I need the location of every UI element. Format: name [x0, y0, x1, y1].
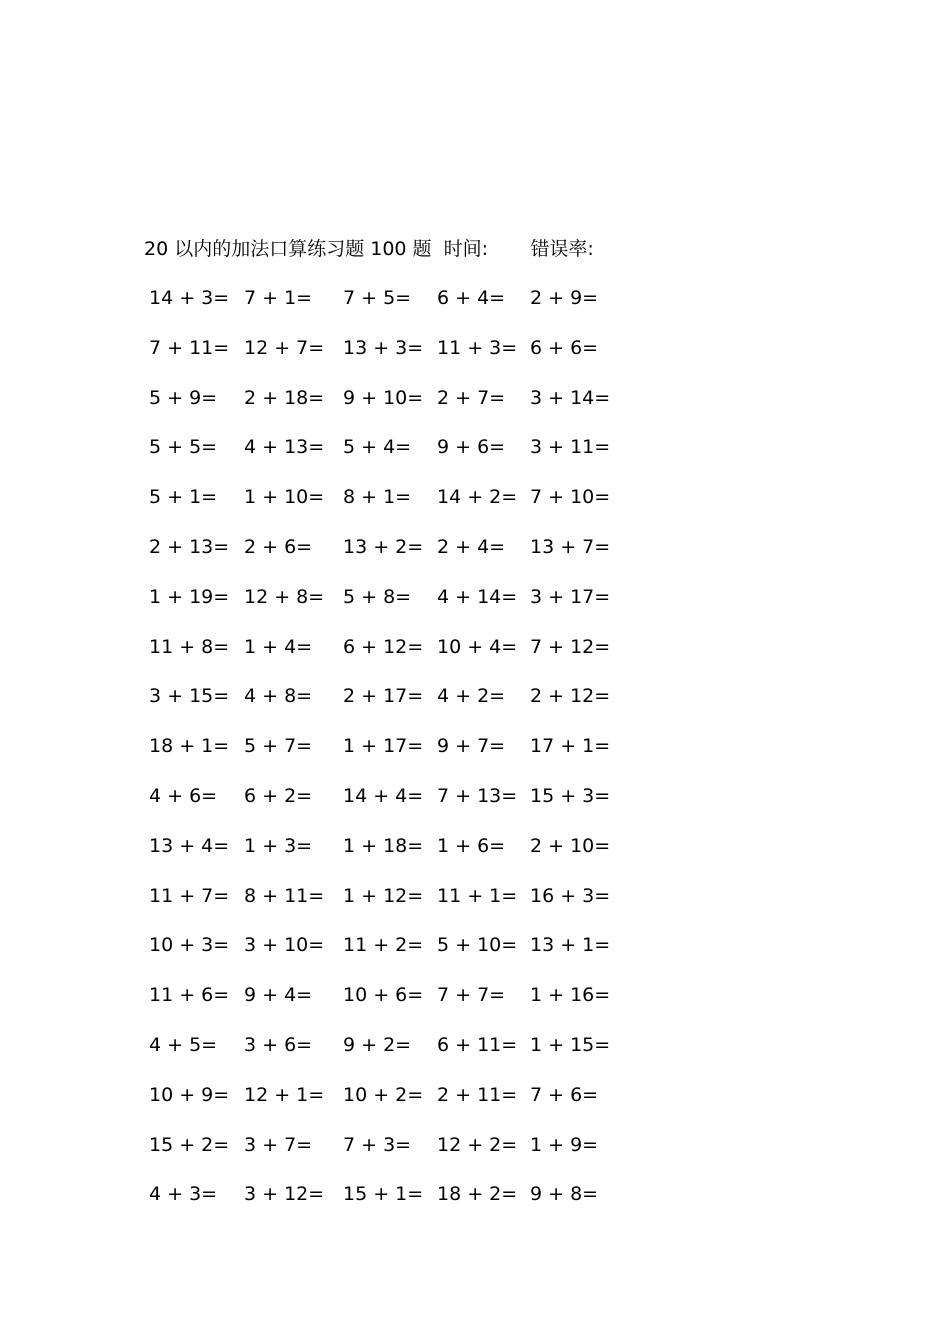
problem-row [0, 1131, 950, 1159]
addition-problem: 4 + 6= [149, 785, 218, 807]
problem-row [0, 433, 950, 461]
addition-problem: 7 + 7= [437, 984, 506, 1007]
problem-row [0, 1180, 950, 1208]
addition-problem: 7 + 13= [437, 785, 518, 807]
problem-row [0, 633, 950, 661]
addition-problem: 2 + 18= [244, 386, 325, 409]
addition-problem: 13 + 3= [343, 336, 424, 359]
problem-row [0, 732, 950, 760]
addition-problem: 4 + 14= [437, 585, 518, 608]
addition-problem: 11 + 1= [437, 884, 518, 907]
problem-row [0, 1081, 950, 1109]
problem-row [0, 284, 950, 312]
addition-problem: 15 + 1= [343, 1183, 424, 1206]
addition-problem: 9 + 10= [343, 386, 424, 409]
addition-problem: 7 + 1= [244, 287, 313, 309]
addition-problem: 13 + 2= [343, 536, 424, 558]
problem-row [0, 782, 950, 810]
addition-problem: 3 + 14= [530, 386, 611, 409]
addition-problem: 10 + 6= [343, 984, 424, 1007]
addition-problem: 3 + 10= [244, 934, 325, 957]
addition-problem: 5 + 5= [149, 436, 218, 459]
addition-problem: 2 + 4= [437, 536, 506, 558]
addition-problem: 1 + 3= [244, 834, 313, 857]
addition-problem: 10 + 2= [343, 1083, 424, 1106]
addition-problem: 2 + 6= [244, 536, 313, 558]
addition-problem: 14 + 4= [343, 785, 424, 807]
addition-problem: 4 + 3= [149, 1183, 218, 1206]
addition-problem: 2 + 10= [530, 834, 611, 857]
addition-problem: 1 + 9= [530, 1133, 599, 1156]
addition-problem: 1 + 6= [437, 834, 506, 857]
addition-problem: 9 + 4= [244, 984, 313, 1007]
worksheet-title: 20 以内的加法口算练习题 100 题 时间: 错误率: [144, 238, 594, 260]
addition-problem: 7 + 6= [530, 1083, 599, 1106]
problem-row [0, 334, 950, 362]
addition-problem: 5 + 10= [437, 934, 518, 957]
addition-problem: 1 + 10= [244, 486, 325, 509]
addition-problem: 3 + 6= [244, 1034, 313, 1056]
addition-problem: 8 + 1= [343, 486, 412, 509]
addition-problem: 7 + 5= [343, 287, 412, 309]
addition-problem: 13 + 1= [530, 934, 611, 957]
addition-problem: 12 + 7= [244, 336, 325, 359]
addition-problem: 1 + 19= [149, 585, 230, 608]
addition-problem: 5 + 4= [343, 436, 412, 459]
addition-problem: 4 + 13= [244, 436, 325, 459]
addition-problem: 1 + 18= [343, 834, 424, 857]
addition-problem: 5 + 1= [149, 486, 218, 509]
addition-problem: 1 + 17= [343, 735, 424, 758]
addition-problem: 11 + 2= [343, 934, 424, 957]
addition-problem: 11 + 6= [149, 984, 230, 1007]
addition-problem: 18 + 1= [149, 735, 230, 758]
addition-problem: 1 + 4= [244, 635, 313, 658]
addition-problem: 3 + 12= [244, 1183, 325, 1206]
problem-row [0, 1031, 950, 1059]
problem-row [0, 682, 950, 710]
problem-row [0, 981, 950, 1009]
addition-problem: 11 + 3= [437, 336, 518, 359]
addition-problem: 7 + 10= [530, 486, 611, 509]
addition-problem: 13 + 4= [149, 834, 230, 857]
addition-problem: 7 + 3= [343, 1133, 412, 1156]
problem-row [0, 583, 950, 611]
addition-problem: 14 + 3= [149, 287, 230, 309]
addition-problem: 13 + 7= [530, 536, 611, 558]
problem-row [0, 483, 950, 511]
addition-problem: 3 + 17= [530, 585, 611, 608]
addition-problem: 10 + 3= [149, 934, 230, 957]
problem-row [0, 384, 950, 412]
addition-problem: 2 + 17= [343, 685, 424, 708]
addition-problem: 12 + 8= [244, 585, 325, 608]
addition-problem: 11 + 8= [149, 635, 230, 658]
addition-problem: 9 + 7= [437, 735, 506, 758]
addition-problem: 4 + 5= [149, 1034, 218, 1056]
addition-problem: 6 + 11= [437, 1034, 518, 1056]
problem-row [0, 533, 950, 561]
addition-problem: 15 + 3= [530, 785, 611, 807]
addition-problem: 16 + 3= [530, 884, 611, 907]
addition-problem: 2 + 9= [530, 287, 599, 309]
addition-problem: 2 + 7= [437, 386, 506, 409]
addition-problem: 3 + 15= [149, 685, 230, 708]
problem-row [0, 832, 950, 860]
problem-row [0, 931, 950, 959]
addition-problem: 9 + 8= [530, 1183, 599, 1206]
problem-row [0, 882, 950, 910]
addition-problem: 10 + 4= [437, 635, 518, 658]
addition-problem: 4 + 8= [244, 685, 313, 708]
addition-problem: 5 + 7= [244, 735, 313, 758]
addition-problem: 3 + 7= [244, 1133, 313, 1156]
addition-problem: 12 + 1= [244, 1083, 325, 1106]
addition-problem: 18 + 2= [437, 1183, 518, 1206]
addition-problem: 15 + 2= [149, 1133, 230, 1156]
addition-problem: 10 + 9= [149, 1083, 230, 1106]
addition-problem: 8 + 11= [244, 884, 325, 907]
addition-problem: 2 + 12= [530, 685, 611, 708]
addition-problem: 14 + 2= [437, 486, 518, 509]
addition-problem: 3 + 11= [530, 436, 611, 459]
addition-problem: 11 + 7= [149, 884, 230, 907]
addition-problem: 1 + 16= [530, 984, 611, 1007]
addition-problem: 12 + 2= [437, 1133, 518, 1156]
addition-problem: 6 + 6= [530, 336, 599, 359]
addition-problem: 7 + 11= [149, 336, 230, 359]
addition-problem: 6 + 12= [343, 635, 424, 658]
addition-problem: 2 + 13= [149, 536, 230, 558]
addition-problem: 6 + 4= [437, 287, 506, 309]
addition-problem: 1 + 12= [343, 884, 424, 907]
addition-problem: 4 + 2= [437, 685, 506, 708]
addition-problem: 9 + 6= [437, 436, 506, 459]
addition-problem: 6 + 2= [244, 785, 313, 807]
addition-problem: 17 + 1= [530, 735, 611, 758]
addition-problem: 1 + 15= [530, 1034, 611, 1056]
addition-problem: 2 + 11= [437, 1083, 518, 1106]
addition-problem: 9 + 2= [343, 1034, 412, 1056]
addition-problem: 5 + 9= [149, 386, 218, 409]
addition-problem: 7 + 12= [530, 635, 611, 658]
addition-problem: 5 + 8= [343, 585, 412, 608]
